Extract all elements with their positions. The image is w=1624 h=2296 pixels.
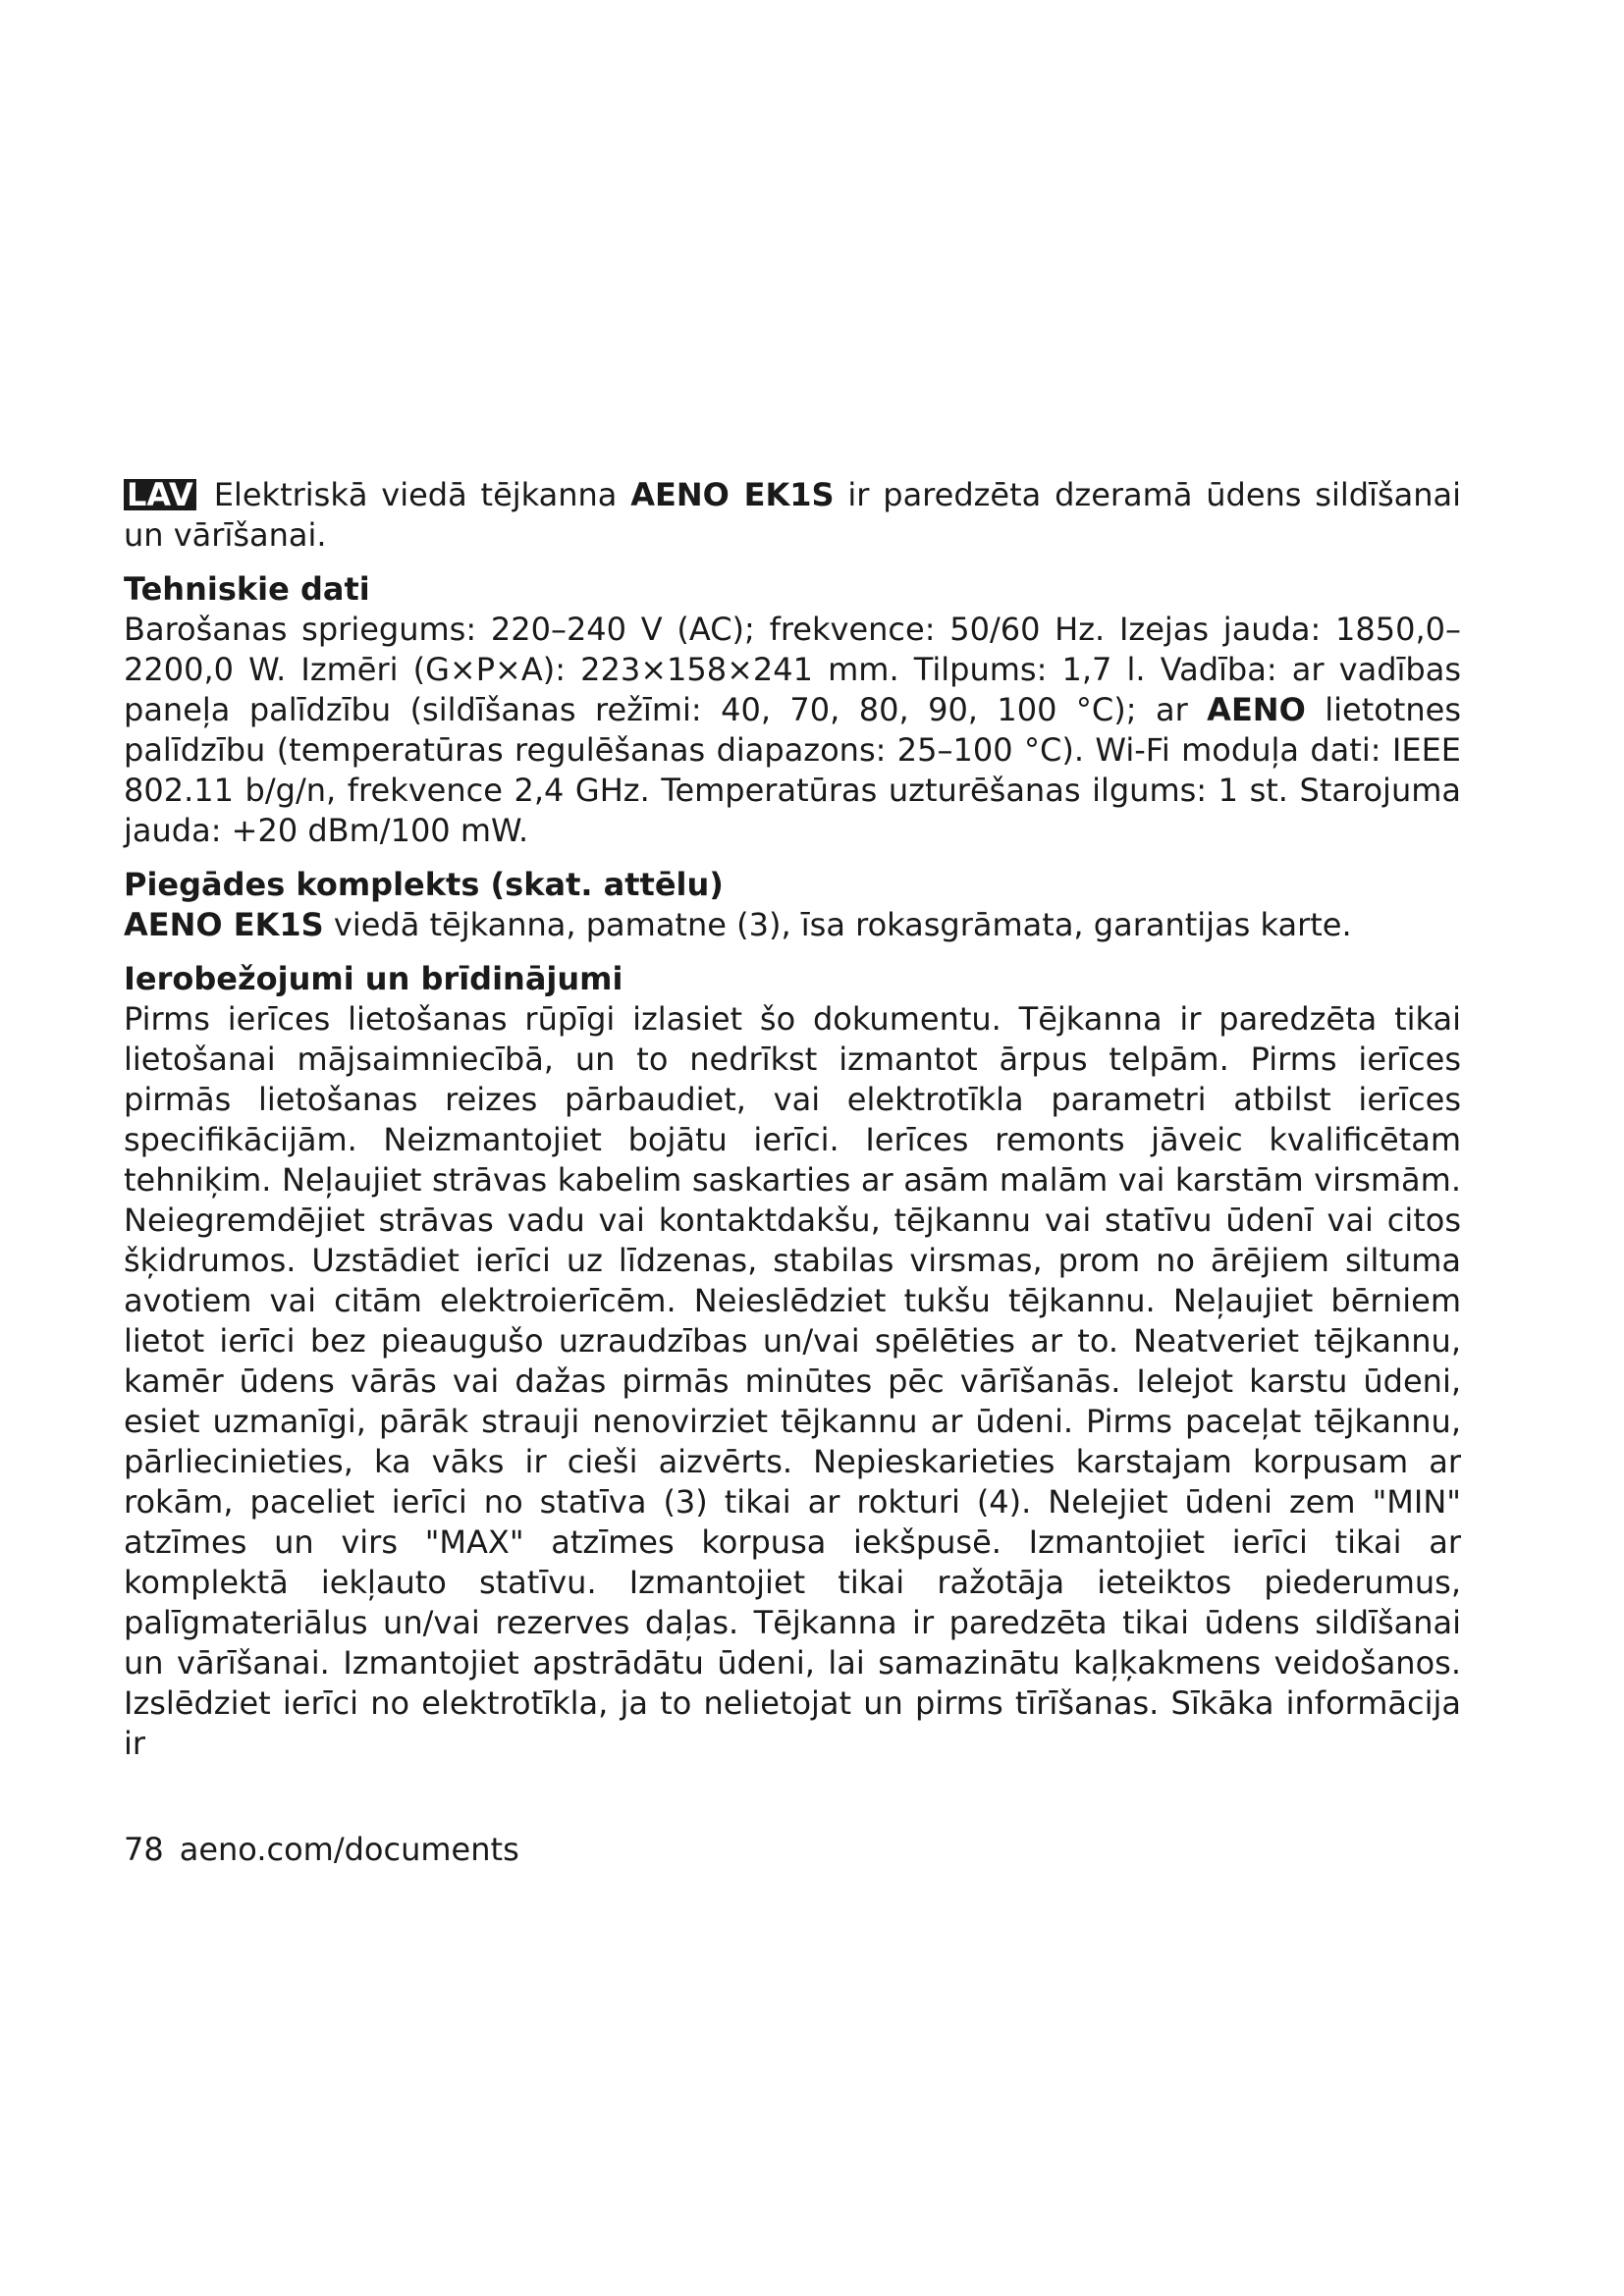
intro-text-before: Elektriskā viedā tējkanna — [213, 476, 631, 513]
tech-text-after: lietotnes palīdzību (temperatūras regulēšanas diapazons: 25–100 °C). Wi-Fi moduļa dati: IEEE 802.11 b/g/n, frekvence 2,4 GHz. Temperatūras uzturēšanas ilgums: 1 st. Starojuma jauda: +20 dBm/100 mW. — [124, 691, 1461, 849]
footer-url: aeno.com/documents — [179, 1831, 519, 1868]
intro-paragraph — [124, 475, 1461, 556]
intro-product-name: AENO EK1S — [630, 476, 835, 513]
warnings-paragraph: Pirms ierīces lietošanas rūpīgi izlasiet šo dokumentu. Tējkanna ir paredzēta tikai lietošanai mājsaimniecībā, un to nedrīkst izmantot ārpus telpām. Pirms ierīces pirmās lietošanas reizes pārbaudiet, vai elektrotīkla parametri atbilst ierīces specifikācijām. Neizmantojiet bojātu ierīci. Ierīces remonts jāveic kvalificētam tehniķim. Neļaujiet strāvas kabelim saskarties ar asām malām vai karstām virsmām. Neiegremdējiet strāvas vadu vai kontaktdakšu, tējkannu vai statīvu ūdenī vai citos šķidrumos. Uzstādiet ierīci uz līdzenas, stabilas virsmas, prom no ārējiem siltuma avotiem vai citām elektroierīcēm. Neieslēdziet tukšu tējkannu. Neļaujiet bērniem lietot ierīci bez pieaugušo uzraudzības un/vai spēlēties ar to. Neatveriet tējkannu, kamēr ūdens vārās vai dažas pirmās minūtes pēc vārīšanās. Ielejot karstu ūdeni, esiet uzmanīgi, pārāk strauji nenovirziet tējkannu ar ūdeni. Pirms paceļat tējkannu, pārliecinieties, ka vāks ir cieši aizvērts. Nepieskarieties karstajam korpusam ar rokām, paceliet ierīci no statīva (3) tikai ar rokturi (4). Nelejiet ūdeni zem "MIN" atzīmes un virs "MAX" atzīmes korpusa iekšpusē. Izmantojiet ierīci tikai ar komplektā iekļauto statīvu. Izmantojiet tikai ražotāja ieteiktos piederumus, palīgmateriālus un/vai rezerves daļas. Tējkanna ir paredzēta tikai ūdens sildīšanai un vārīšanai. Izmantojiet apstrādātu ūdeni, lai samazinātu kaļķakmens veidošanos. Izslēdziet ierīci no elektrotīkla, ja to nelietojat un pirms tīrīšanas. Sīkāka informācija ir — [124, 1000, 1461, 1762]
delivery-text: viedā tējkanna, pamatne (3), īsa rokasgrāmata, garantijas karte. — [323, 906, 1352, 943]
tech-heading: Tehniskie dati — [124, 570, 370, 608]
delivery-heading: Piegādes komplekts (skat. attēlu) — [124, 866, 724, 903]
delivery-paragraph — [124, 905, 1461, 945]
warnings-heading: Ierobežojumi un brīdinājumi — [124, 960, 623, 997]
page-number: 78 — [124, 1831, 164, 1868]
tech-text-before: Barošanas spriegums: 220–240 V (AC); frekvence: 50/60 Hz. Izejas jauda: 1850,0–2200,0 W. Izmēri (G×P×A): 223×158×241 mm. Tilpums: 1,7 l. Vadība: ar vadības paneļa palīdzību (sildīšanas režīmi: 40, 70, 80, 90, 100 °C); ar — [124, 611, 1461, 728]
page-footer — [124, 1830, 519, 1870]
tech-paragraph — [124, 610, 1461, 851]
delivery-product-name: AENO EK1S — [124, 906, 324, 943]
language-badge: LAV — [124, 479, 196, 510]
tech-brand: AENO — [1207, 691, 1306, 728]
document-body — [124, 475, 1461, 1764]
intro-text-after: ir paredzēta dzeramā ūdens sildīšanai un vārīšanai. — [124, 476, 1462, 554]
